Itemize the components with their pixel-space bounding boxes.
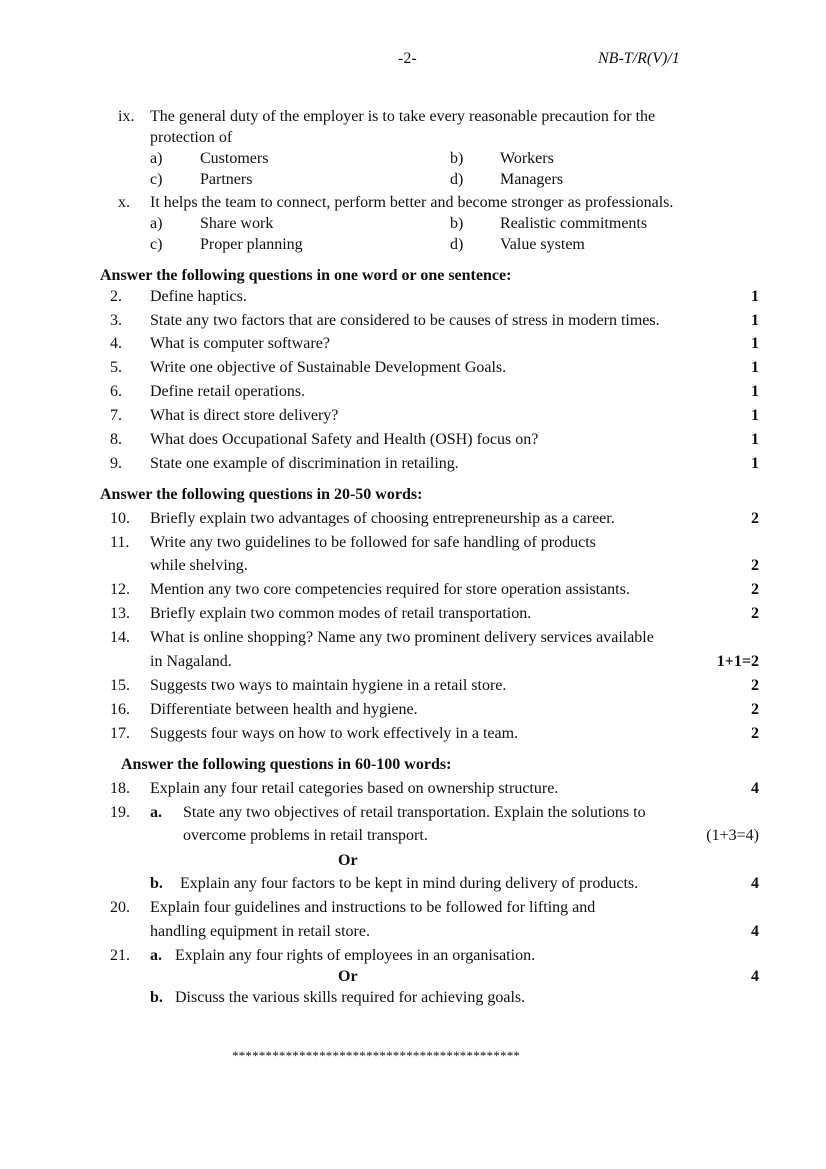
question-marks: 4 xyxy=(751,875,759,892)
question-text: Mention any two core competencies required for store operation assistants. xyxy=(150,581,630,598)
question-text: Explain any four retail categories based on ownership structure. xyxy=(150,780,559,797)
option-text: Customers xyxy=(200,150,269,167)
question-text: Write any two guidelines to be followed for safe handling of products xyxy=(150,534,596,551)
question-marks: 2 xyxy=(751,725,759,742)
option-label: d) xyxy=(450,171,464,188)
sub-question-label: a. xyxy=(150,947,162,964)
question-marks: 2 xyxy=(751,677,759,694)
question-text: What is direct store delivery? xyxy=(150,407,339,424)
section-heading: Answer the following questions in 20-50 words: xyxy=(100,486,423,503)
question-text: Write one objective of Sustainable Development Goals. xyxy=(150,359,507,376)
question-marks: 2 xyxy=(751,557,759,574)
option-text: Workers xyxy=(500,150,554,167)
question-number: 2. xyxy=(110,288,122,305)
option-text: Managers xyxy=(500,171,564,188)
question-number: 15. xyxy=(110,677,130,694)
question-number: 5. xyxy=(110,359,122,376)
mcq-stem: The general duty of the employer is to take every reasonable precaution for the xyxy=(150,108,656,125)
question-marks: 2 xyxy=(751,605,759,622)
question-text: handling equipment in retail store. xyxy=(150,923,370,940)
question-text: Explain four guidelines and instructions to be followed for lifting and xyxy=(150,899,596,916)
question-number: 21. xyxy=(110,947,130,964)
question-number: 19. xyxy=(110,804,130,821)
question-text: Define retail operations. xyxy=(150,383,306,400)
question-marks: 4 xyxy=(751,780,759,797)
question-marks: 1 xyxy=(751,431,759,448)
sub-question-label: a. xyxy=(150,804,162,821)
question-text: State any two objectives of retail transportation. Explain the solutions to xyxy=(183,804,646,821)
question-marks: 1+1=2 xyxy=(716,653,759,670)
question-number: 20. xyxy=(110,899,130,916)
question-number: 14. xyxy=(110,629,130,646)
option-label: b) xyxy=(450,150,464,167)
question-text: Briefly explain two common modes of retail transportation. xyxy=(150,605,532,622)
question-number: 9. xyxy=(110,455,122,472)
question-text: What is online shopping? Name any two prominent delivery services available xyxy=(150,629,654,646)
page-number: -2- xyxy=(398,50,417,67)
mcq-number: ix. xyxy=(118,108,135,125)
option-text: Realistic commitments xyxy=(500,215,648,232)
mcq-stem: protection of xyxy=(150,129,233,146)
option-label: c) xyxy=(150,236,163,253)
question-text: Differentiate between health and hygiene. xyxy=(150,701,418,718)
sub-question-label: b. xyxy=(150,875,163,892)
question-marks: 1 xyxy=(751,288,759,305)
option-label: d) xyxy=(450,236,464,253)
question-marks: 1 xyxy=(751,383,759,400)
question-marks: 4 xyxy=(751,923,759,940)
mcq-stem: It helps the team to connect, perform better and become stronger as professionals. xyxy=(150,194,674,211)
question-number: 16. xyxy=(110,701,130,718)
question-number: 13. xyxy=(110,605,130,622)
question-text: Suggests two ways to maintain hygiene in a retail store. xyxy=(150,677,507,694)
or-separator: Or xyxy=(338,968,358,985)
question-text: Define haptics. xyxy=(150,288,247,305)
option-text: Proper planning xyxy=(200,236,303,253)
question-text: while shelving. xyxy=(150,557,248,574)
question-text: State one example of discrimination in retailing. xyxy=(150,455,459,472)
question-marks: (1+3=4) xyxy=(706,827,759,844)
question-marks: 4 xyxy=(751,968,759,985)
paper-code: NB-T/R(V)/1 xyxy=(598,50,680,67)
question-text: in Nagaland. xyxy=(150,653,232,670)
option-label: c) xyxy=(150,171,163,188)
question-number: 8. xyxy=(110,431,122,448)
question-marks: 1 xyxy=(751,312,759,329)
question-number: 17. xyxy=(110,725,130,742)
question-marks: 1 xyxy=(751,407,759,424)
option-text: Share work xyxy=(200,215,274,232)
question-number: 10. xyxy=(110,510,130,527)
question-text: What does Occupational Safety and Health (OSH) focus on? xyxy=(150,431,539,448)
question-number: 12. xyxy=(110,581,130,598)
question-number: 7. xyxy=(110,407,122,424)
end-of-paper-stars: ******************************************* xyxy=(232,1048,521,1063)
question-text: Explain any four rights of employees in an organisation. xyxy=(175,947,536,964)
question-text: Explain any four factors to be kept in mind during delivery of products. xyxy=(180,875,639,892)
sub-question-label: b. xyxy=(150,989,163,1006)
question-marks: 1 xyxy=(751,335,759,352)
option-text: Value system xyxy=(500,236,585,253)
mcq-number: x. xyxy=(118,194,130,211)
option-label: a) xyxy=(150,215,163,232)
section-heading: Answer the following questions in one word or one sentence: xyxy=(100,267,512,284)
question-marks: 2 xyxy=(751,581,759,598)
or-separator: Or xyxy=(338,852,358,869)
question-number: 11. xyxy=(110,534,130,551)
section-heading: Answer the following questions in 60-100 words: xyxy=(121,756,452,773)
question-number: 18. xyxy=(110,780,130,797)
question-text: What is computer software? xyxy=(150,335,330,352)
question-number: 4. xyxy=(110,335,122,352)
question-text: overcome problems in retail transport. xyxy=(183,827,428,844)
question-marks: 2 xyxy=(751,701,759,718)
question-marks: 1 xyxy=(751,359,759,376)
question-text: State any two factors that are considered to be causes of stress in modern times. xyxy=(150,312,660,329)
option-text: Partners xyxy=(200,171,253,188)
option-label: a) xyxy=(150,150,163,167)
question-number: 6. xyxy=(110,383,122,400)
question-text: Suggests four ways on how to work effectively in a team. xyxy=(150,725,519,742)
question-text: Briefly explain two advantages of choosing entrepreneurship as a career. xyxy=(150,510,615,527)
question-marks: 1 xyxy=(751,455,759,472)
option-label: b) xyxy=(450,215,464,232)
question-marks: 2 xyxy=(751,510,759,527)
question-text: Discuss the various skills required for achieving goals. xyxy=(175,989,526,1006)
question-number: 3. xyxy=(110,312,122,329)
